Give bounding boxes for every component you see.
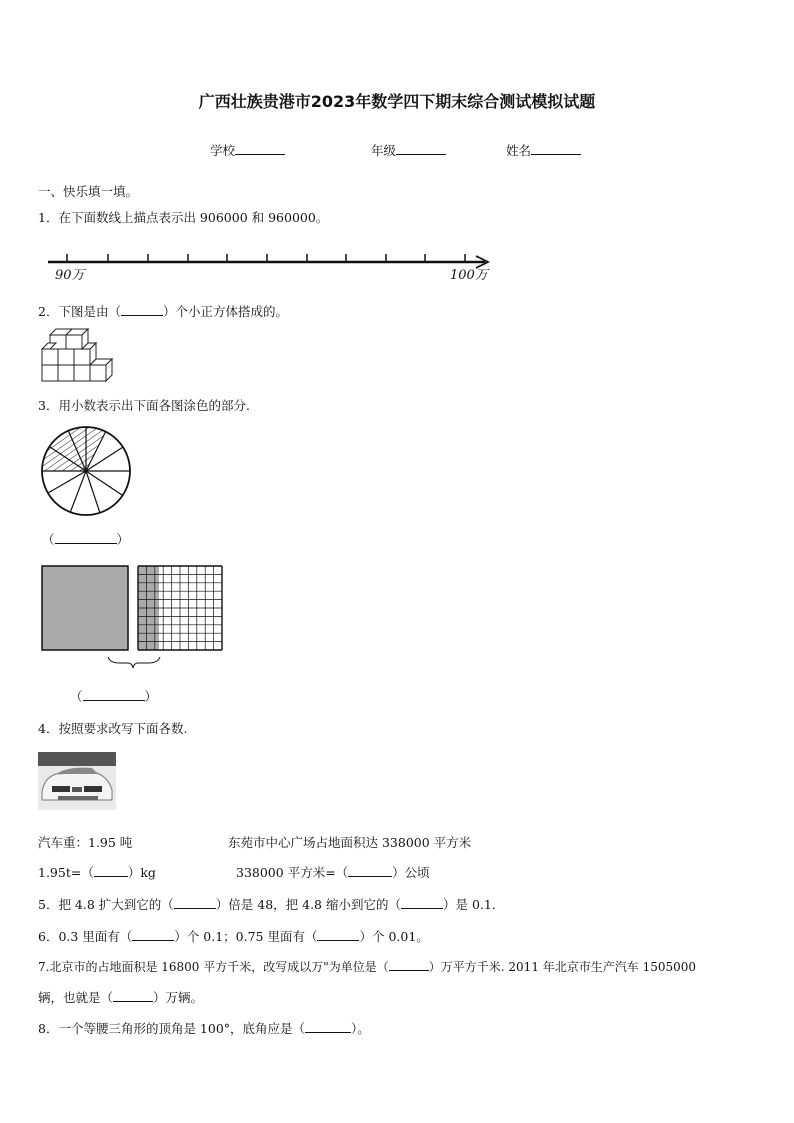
q4-conversion-1: [38, 863, 156, 881]
name-label: 姓名: [506, 143, 532, 158]
q7-line-1: [38, 958, 696, 975]
page-title: 广西壮族贵港市2023年数学四下期末综合测试模拟试题: [198, 92, 596, 111]
q8-blank[interactable]: [305, 1020, 351, 1033]
q8-part-2: ）。: [351, 1021, 370, 1036]
q6-part-1: 6．0.3 里面有（: [38, 929, 133, 944]
q7-blank-2[interactable]: [113, 989, 153, 1002]
conv1-prefix: 1.95t=（: [38, 865, 94, 880]
q7-part-4: ）万辆。: [153, 990, 204, 1005]
q4-blank-2[interactable]: [348, 864, 392, 877]
q7-part-2: ）万平方千米. 2011 年北京市生产汽车 1505000: [428, 960, 697, 974]
q2-blank[interactable]: [121, 303, 163, 316]
q5-part-1: 5．把 4.8 扩大到它的（: [38, 897, 174, 912]
cube-stack-figure: [38, 327, 118, 387]
q6-blank-1[interactable]: [132, 928, 174, 941]
q6-text: [38, 927, 429, 945]
q5-blank-2[interactable]: [401, 896, 443, 909]
q4-conversion-2: [236, 863, 430, 881]
q2-prefix: 2．下图是由（: [38, 304, 121, 319]
q7-line-2: [38, 988, 203, 1006]
conv2-suffix: ）公顷: [392, 865, 430, 880]
hundred-grid-figure: [40, 564, 230, 674]
conv1-suffix: ）kg: [127, 865, 156, 880]
car-photo: [38, 752, 116, 810]
q7-part-1: 7.北京市的占地面积是 16800 平方千米，改写成以万"为单位是（: [38, 960, 389, 974]
q4-blank-1[interactable]: [94, 864, 128, 877]
paren-open: （: [70, 689, 83, 704]
q6-part-3: ）个 0.01。: [359, 929, 429, 944]
q2-text: [38, 302, 288, 320]
q1-text: 1．在下面数线上描点表示出 906000 和 960000。: [38, 210, 329, 225]
school-label: 学校: [210, 143, 236, 158]
q5-blank-1[interactable]: [174, 896, 216, 909]
q6-blank-2[interactable]: [317, 928, 359, 941]
q8-part-1: 8．一个等腰三角形的顶角是 100°，底角应是（: [38, 1021, 306, 1036]
number-line-end-label: 100万: [450, 268, 488, 283]
q5-part-3: ）是 0.1.: [443, 897, 496, 912]
q3-answer-2: [70, 687, 157, 705]
q8-text: [38, 1019, 370, 1037]
q2-suffix: ）个小正方体搭成的。: [162, 304, 288, 319]
paren-close: ）: [116, 532, 130, 547]
section-heading: 一、快乐填一填。: [38, 184, 139, 199]
q7-blank-1[interactable]: [389, 958, 429, 971]
q6-part-2: ）个 0.1；0.75 里面有（: [174, 929, 318, 944]
q3-text: 3．用小数表示出下面各图涂色的部分.: [38, 398, 250, 413]
grade-label: 年级: [371, 143, 397, 158]
q7-part-3: 辆，也就是（: [38, 990, 114, 1005]
q3-blank-1[interactable]: [55, 531, 117, 544]
conv2-prefix: 338000 平方米=（: [236, 865, 349, 880]
q3-blank-2[interactable]: [83, 688, 145, 701]
q5-part-2: ）倍是 48，把 4.8 缩小到它的（: [215, 897, 401, 912]
q4-text: 4．按照要求改写下面各数.: [38, 721, 188, 736]
number-line-start-label: 90万: [55, 268, 85, 283]
paren-open: （: [42, 532, 55, 547]
shaded-circle-figure: [40, 425, 132, 517]
car-weight-text: 汽车重：1.95 吨: [38, 835, 133, 850]
q5-text: [38, 895, 496, 913]
square-area-text: 东苑市中心广场占地面积达 338000 平方米: [228, 835, 472, 850]
q3-answer-1: [42, 530, 129, 548]
paren-close: ）: [144, 689, 158, 704]
